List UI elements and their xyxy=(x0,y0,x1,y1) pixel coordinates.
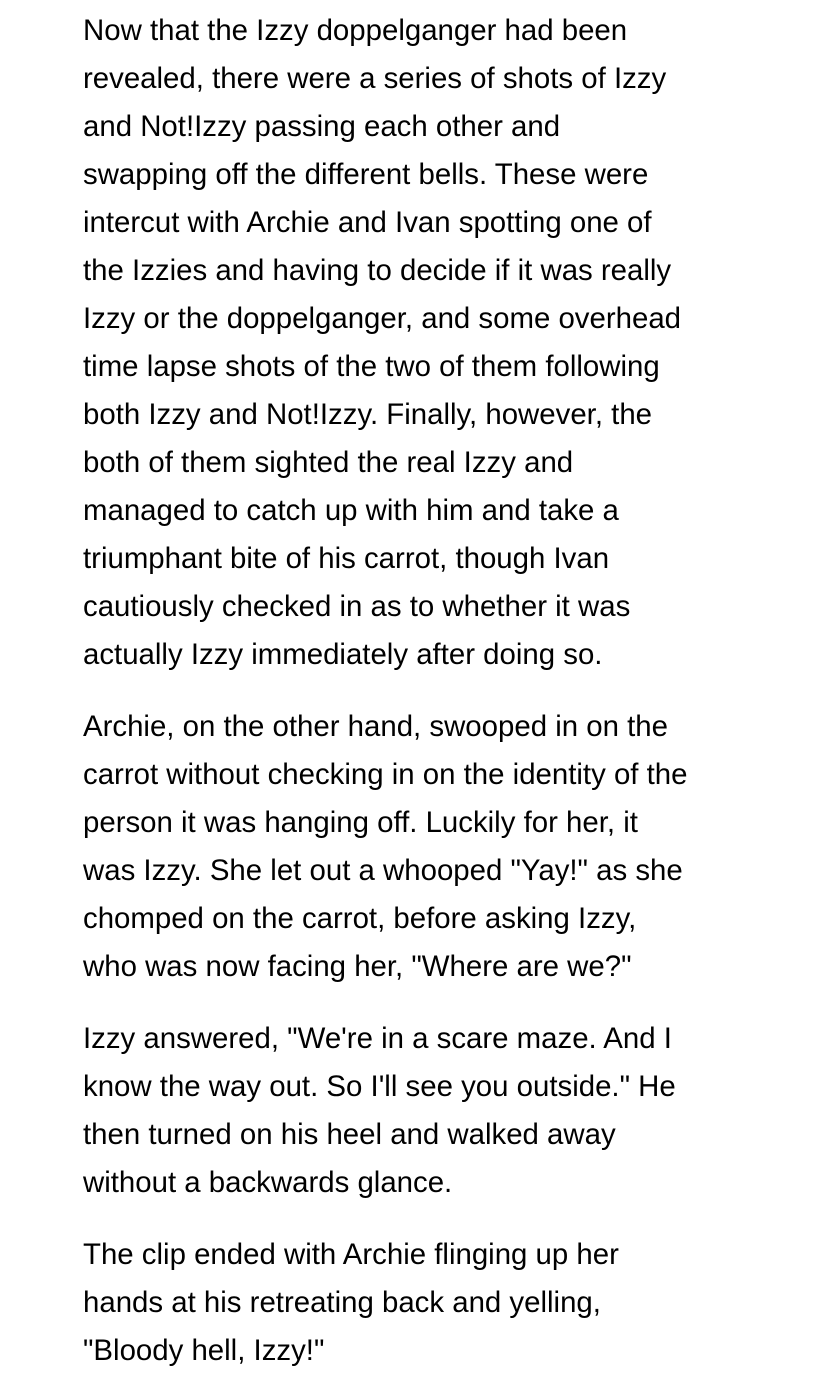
text-line: then turned on his heel and walked away xyxy=(83,1118,616,1151)
text-line: Izzy or the doppelganger, and some overhead xyxy=(83,302,682,335)
text-line: Izzy answered, "We're in a scare maze. And I xyxy=(83,1022,672,1055)
text-line: person it was hanging off. Luckily for her, it xyxy=(83,806,638,839)
text-line: who was now facing her, "Where are we?" xyxy=(83,950,632,983)
paragraph-2 xyxy=(83,703,755,991)
text-line: The clip ended with Archie flinging up her xyxy=(83,1238,619,1271)
text-line: swapping off the different bells. These were xyxy=(83,158,649,191)
text-line: Now that the Izzy doppelganger had been xyxy=(83,14,628,47)
text-line: chomped on the carrot, before asking Izzy, xyxy=(83,902,637,935)
text-line: triumphant bite of his carrot, though Ivan xyxy=(83,542,610,575)
text-line: hands at his retreating back and yelling, xyxy=(83,1286,601,1319)
story-text xyxy=(83,7,755,1399)
text-line: time lapse shots of the two of them following xyxy=(83,350,660,383)
text-line: "Bloody hell, Izzy!" xyxy=(83,1334,325,1367)
text-line: intercut with Archie and Ivan spotting one of xyxy=(83,206,652,239)
text-line: revealed, there were a series of shots of Izzy xyxy=(83,62,667,95)
text-line: the Izzies and having to decide if it was really xyxy=(83,254,672,287)
paragraph-1 xyxy=(83,7,755,679)
text-line: without a backwards glance. xyxy=(83,1166,453,1199)
text-line: Archie, on the other hand, swooped in on the xyxy=(83,710,668,743)
text-line: cautiously checked in as to whether it was xyxy=(83,590,631,623)
text-line: was Izzy. She let out a whooped "Yay!" as she xyxy=(83,854,683,887)
text-line: know the way out. So I'll see you outside." He xyxy=(83,1070,676,1103)
paragraph-3 xyxy=(83,1015,755,1207)
text-line: both of them sighted the real Izzy and xyxy=(83,446,574,479)
text-line: actually Izzy immediately after doing so. xyxy=(83,638,603,671)
text-line: and Not!Izzy passing each other and xyxy=(83,110,561,143)
text-line: carrot without checking in on the identity of the xyxy=(83,758,688,791)
text-line: managed to catch up with him and take a xyxy=(83,494,619,527)
paragraph-4 xyxy=(83,1231,755,1375)
text-line: both Izzy and Not!Izzy. Finally, however, the xyxy=(83,398,653,431)
